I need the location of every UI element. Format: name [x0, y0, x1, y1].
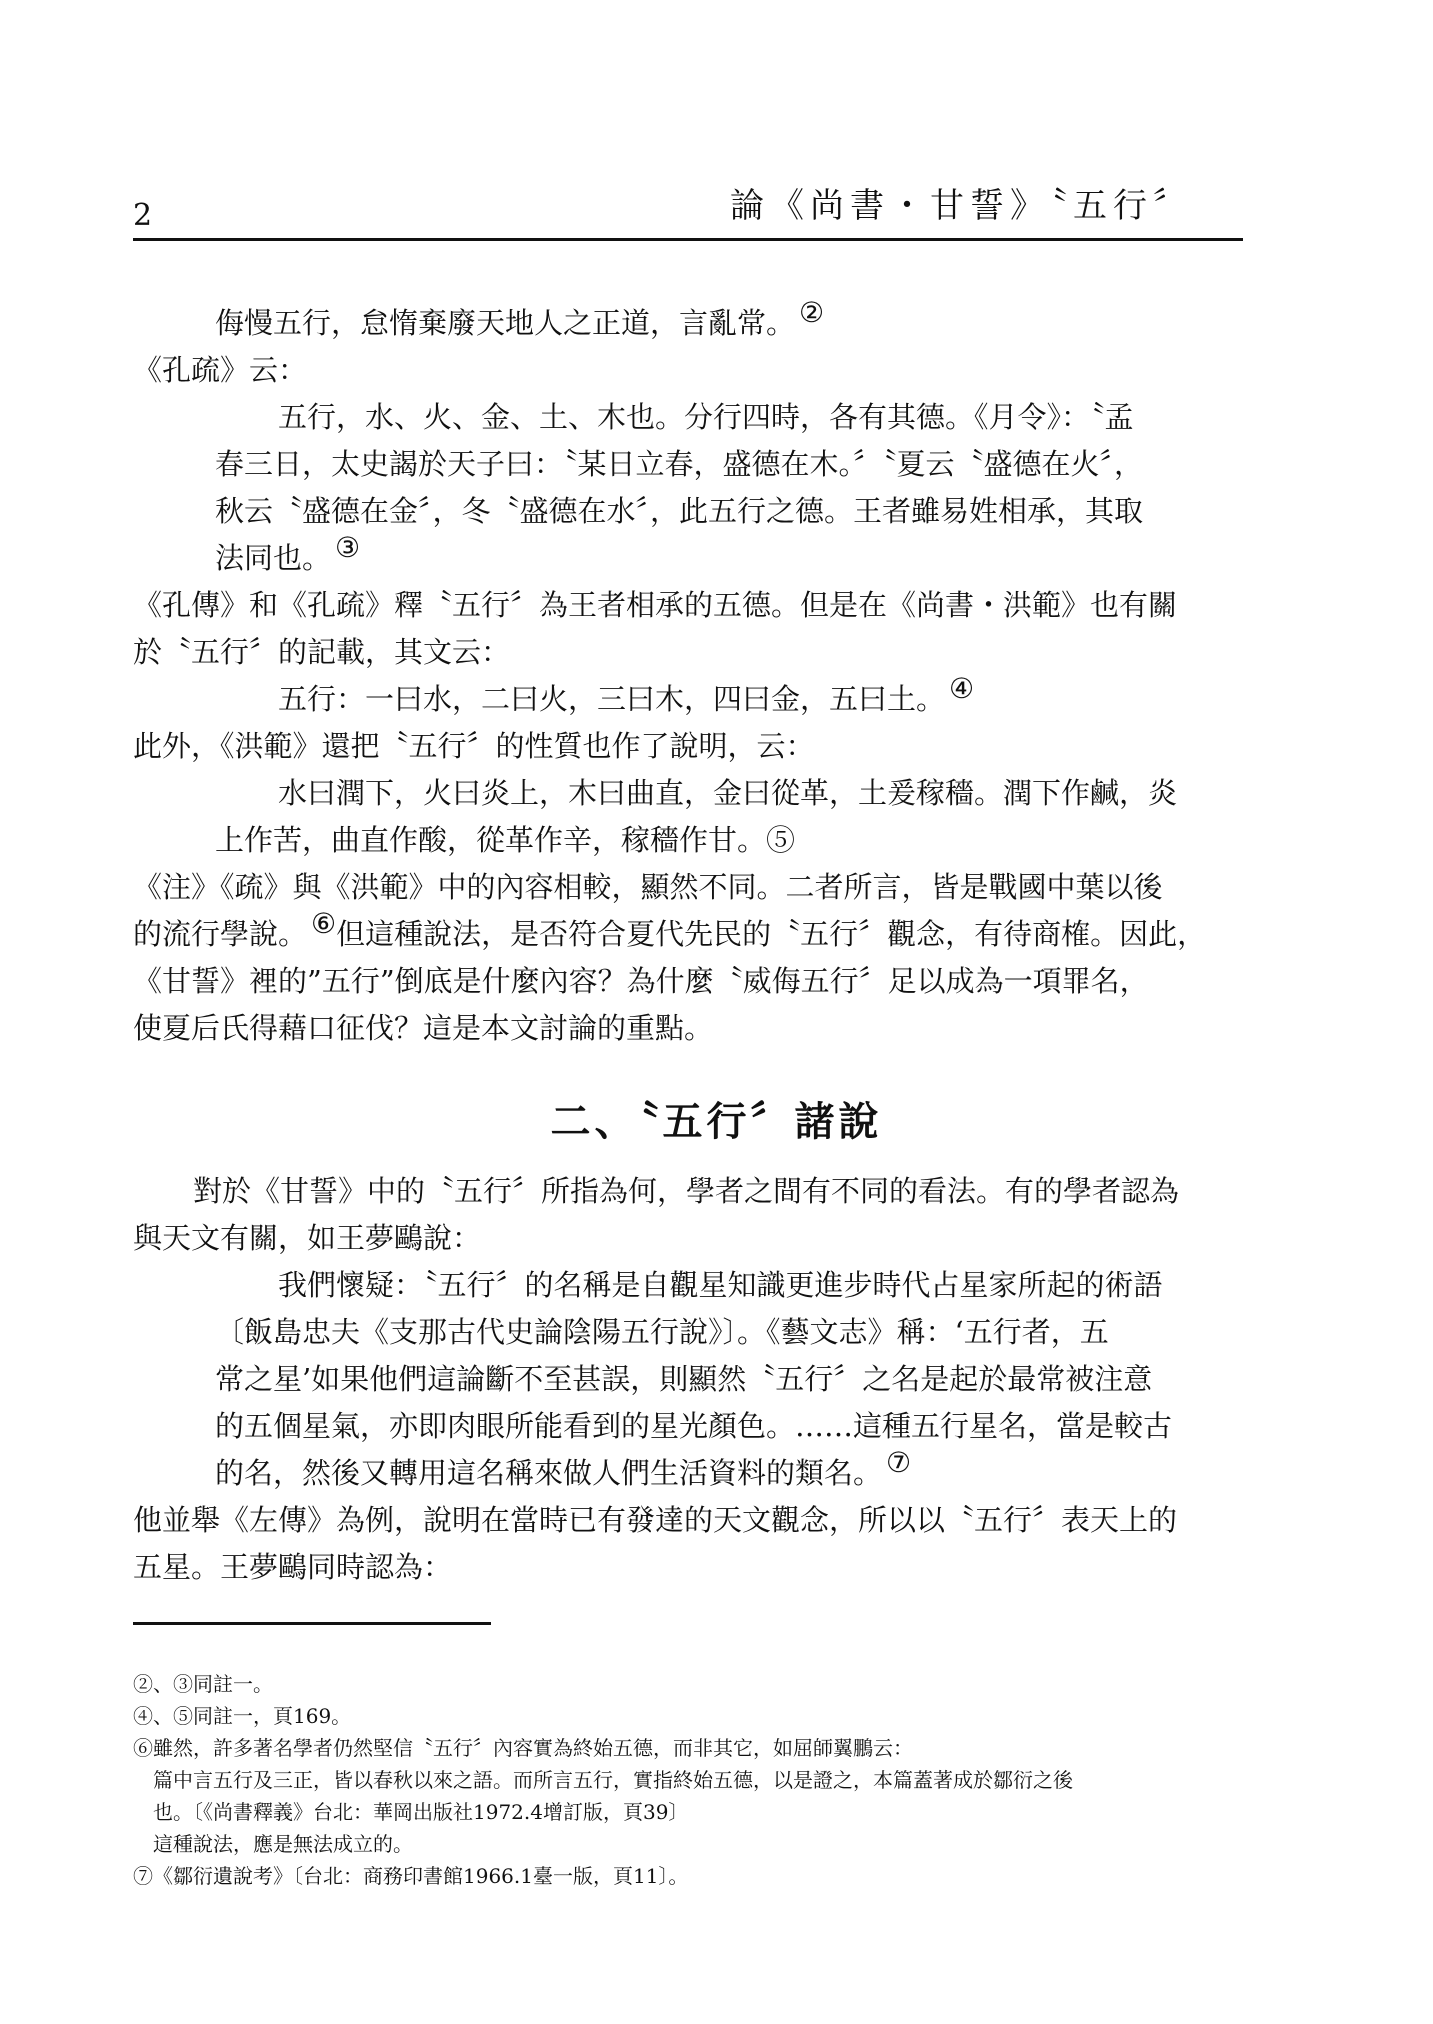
text-line: 水曰潤下，火曰炎上，木曰曲直，金曰從革，土爰稼穡。潤下作鹹，炎	[278, 776, 1178, 810]
footnote: ⑥雖然，許多著名學者仍然堅信〝五行〞內容實為終始五德，而非其它，如屈師翼鵬云：	[133, 1736, 913, 1760]
text-span: 但這種說法，是否符合夏代先民的〝五行〞觀念，有待商榷。因此，	[336, 917, 1207, 951]
section-title: 二、〝五行〞諸說	[550, 1099, 883, 1145]
text-line: 秋云〝盛德在金〞，冬〝盛德在水〞，此五行之德。王者雖易姓相承，其取	[215, 494, 1144, 528]
footnote-quote: 篇中言五行及三正，皆以春秋以來之語。而所言五行，實指終始五德，以是證之，本篇蓋著成於鄒衍之後	[153, 1768, 1073, 1792]
text-line: 〔飯島忠夫《支那古代史論陰陽五行說》〕。《藝文志》稱：‘五行者，五	[215, 1315, 1109, 1349]
text-line	[133, 676, 1243, 723]
text-line	[133, 535, 1243, 582]
text-line: 春三日，太史謁於天子曰：〝某日立春，盛德在木。〞〝夏云〝盛德在火〞，	[215, 447, 1144, 481]
text-line: 《注》《疏》與《洪範》中的內容相較，顯然不同。二者所言，皆是戰國中葉以後	[133, 870, 1163, 904]
text-line	[133, 300, 1243, 347]
text-span: 五行：一曰水，二曰火，三曰木，四曰金，五曰土。	[278, 682, 946, 716]
text-line: 此外，《洪範》還把〝五行〞的性質也作了說明，云：	[133, 729, 815, 763]
text-span: 侮慢五行，怠惰棄廢天地人之正道，言亂常。	[215, 306, 796, 340]
footnote: ②、③同註一。	[133, 1672, 273, 1696]
text-line: 的五個星氣，亦即肉眼所能看到的星光顏色。……這種五行星名，當是較古	[215, 1409, 1173, 1443]
footnote-rule	[133, 1622, 491, 1625]
page-number: 2	[133, 198, 153, 233]
body-text-section-two	[133, 1168, 1243, 1591]
footnote: ⑦《鄒衍遺說考》〔台北：商務印書館1966.1臺一版，頁11〕。	[133, 1864, 689, 1888]
text-line: 常之星’如果他們這論斷不至甚誤，則顯然〝五行〞之名是起於最常被注意	[215, 1362, 1153, 1396]
footnote-mark: ②	[799, 300, 825, 330]
running-head: 論《尚書・甘誓》〝五行〞	[730, 186, 1193, 226]
text-line: 對於《甘誓》中的〝五行〞所指為何，學者之間有不同的看法。有的學者認為	[193, 1174, 1180, 1208]
footnote: ④、⑤同註一，頁169。	[133, 1704, 352, 1728]
text-line	[133, 911, 1243, 958]
text-line: 他並舉《左傳》為例，說明在當時已有發達的天文觀念，所以以〝五行〞表天上的	[133, 1503, 1178, 1537]
text-line: 五行，水、火、金、土、木也。分行四時，各有其德。《月令》：〝孟	[278, 400, 1134, 434]
footnote-mark: ⑦	[886, 1450, 912, 1480]
text-line	[133, 1450, 1243, 1497]
text-span: 的名，然後又轉用這名稱來做人們生活資料的類名。	[215, 1456, 883, 1490]
footnote-mark: ⑥	[311, 911, 337, 941]
text-line: 《孔疏》云：	[133, 353, 308, 387]
text-line: 於〝五行〞的記載，其文云：	[133, 635, 511, 669]
text-line: 五星。王夢鷗同時認為：	[133, 1550, 453, 1584]
footnotes	[133, 1668, 1253, 1892]
text-span: 的流行學說。	[133, 917, 308, 951]
text-line: 與天文有關，如王夢鷗說：	[133, 1221, 482, 1255]
footnote-quote: 也。〔《尚書釋義》台北：華岡出版社1972.4增訂版，頁39〕	[153, 1800, 689, 1824]
text-line: 使夏后氏得藉口征伐？這是本文討論的重點。	[133, 1011, 714, 1045]
text-line: 《孔傳》和《孔疏》釋〝五行〞為王者相承的五德。但是在《尚書・洪範》也有關	[133, 588, 1178, 622]
header-rule	[133, 238, 1243, 241]
body-text	[133, 300, 1243, 1052]
footnote-mark: ④	[949, 676, 975, 706]
text-line: 我們懷疑：〝五行〞的名稱是自觀星知識更進步時代占星家所起的術語	[278, 1268, 1163, 1302]
text-span: 法同也。	[215, 541, 332, 575]
text-line: 《甘誓》裡的”五行”倒底是什麼內容？為什麼〝威侮五行〞足以成為一項罪名，	[133, 964, 1149, 998]
footnote-quote: 這種說法，應是無法成立的。	[153, 1832, 413, 1856]
footnote-mark: ③	[335, 535, 361, 565]
text-line: 上作苦，曲直作酸，從革作辛，稼穡作甘。⑤	[215, 823, 796, 857]
